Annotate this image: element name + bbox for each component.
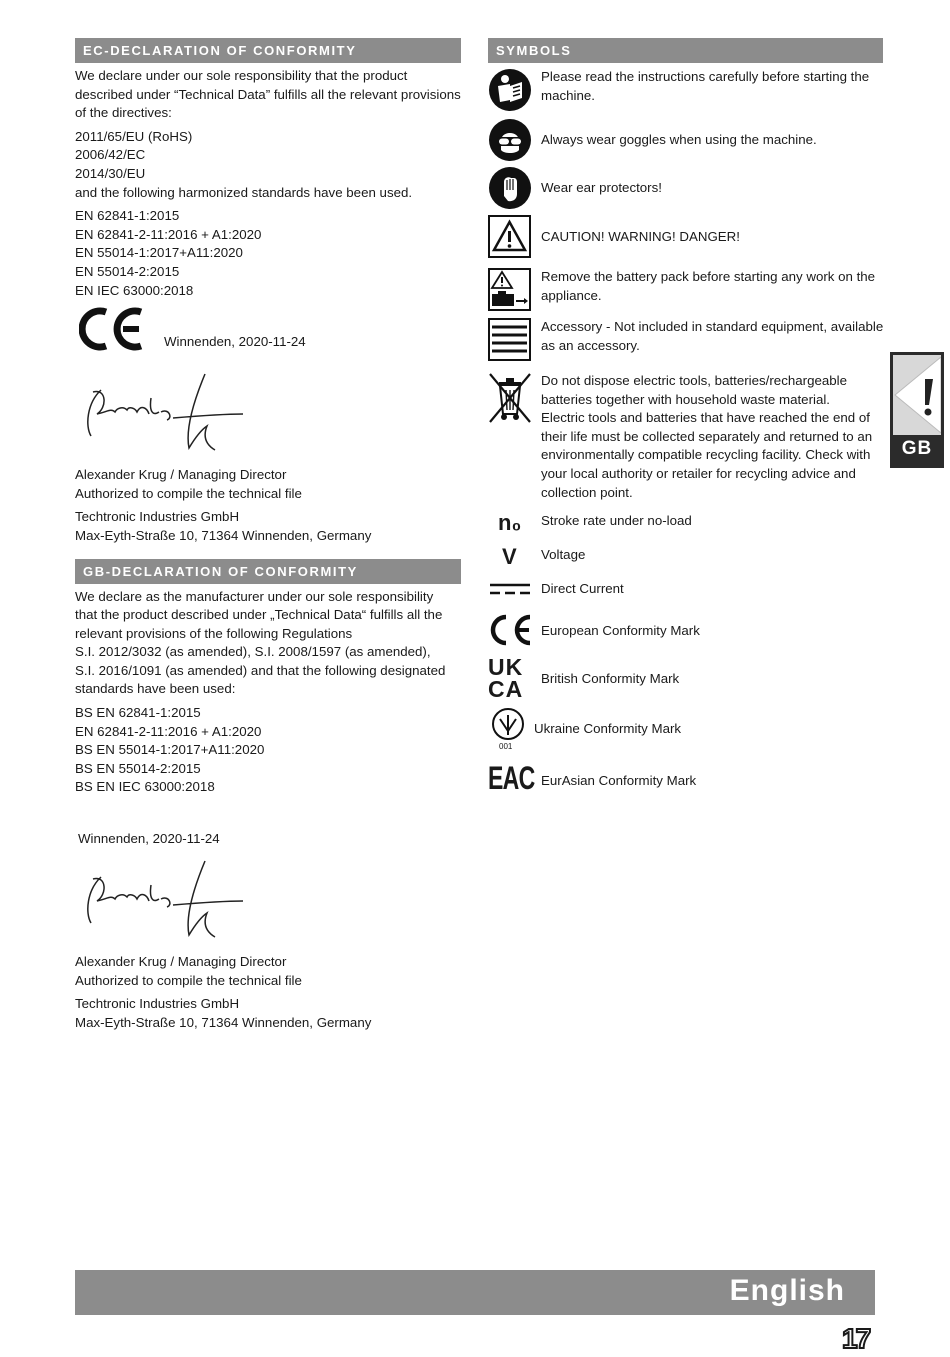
symbol-row [488,762,883,802]
page-number: 17 [842,1323,870,1354]
standard-line: BS EN IEC 63000:2018 [75,779,215,795]
symbol-row [488,372,883,512]
symbol-row [488,546,883,580]
goggles-icon [488,118,532,162]
remove-battery-icon [488,268,532,312]
symbol-description: Ukraine Conformity Mark [534,721,682,736]
directive-line: 2011/65/EU (RoHS) [75,128,193,144]
symbol-description: CAUTION! WARNING! DANGER! [541,229,740,244]
left-column [75,38,461,1037]
ec-signer [75,466,461,503]
language-code: GB [901,438,933,459]
company-line: Techtronic Industries GmbH [75,996,240,1012]
standard-line: EN 55014-2:2015 [75,263,180,279]
gb-intro-line: that the product described under „Technical Data“ fulfills all the [75,607,443,623]
ec-intro [75,67,461,123]
warning-triangle-icon [488,215,532,259]
gb-intro [75,588,461,700]
gb-place-date: Winnenden, 2020-11-24 [78,831,220,847]
symbol-description: Stroke rate under no-load [541,513,692,528]
footer-language: English [729,1274,845,1307]
gb-standards [75,704,461,797]
ce-mark-icon [79,306,145,352]
symbol-description: environmentally compatible recycling facility. Check with [541,447,871,463]
crossed-bin-icon [488,372,532,424]
ce-mark-icon [488,613,532,647]
right-column [488,38,883,802]
ec-signature [75,368,461,466]
symbol-row [488,614,883,660]
standard-line: EN 55014-1:2017+A11:2020 [75,245,243,261]
warning-exclamation-icon [893,355,941,435]
signer-line: Authorized to compile the technical file [75,485,302,501]
gb-signer [75,953,461,990]
no-load-stroke-icon: n₀ [498,510,522,535]
symbol-description: Direct Current [541,581,624,596]
ec-company [75,508,461,545]
standard-line: BS EN 55014-2:2015 [75,760,201,776]
symbol-row [488,318,883,372]
directive-line: and the following harmonized standards have been used. [75,184,413,200]
symbol-row [488,710,883,762]
ce-place-row [75,306,461,364]
standard-line: EN IEC 63000:2018 [75,282,194,298]
standard-line: BS EN 62841-1:2015 [75,705,201,721]
symbol-description: machine. [541,87,595,103]
symbol-description: your local authority or retailer for recycling advice and [541,465,856,481]
symbol-description: Accessory - Not included in standard equipment, available [541,319,884,334]
gb-intro-line: S.I. 2016/1091 (as amended) and that the following designated [75,662,446,678]
ear-protection-icon [488,166,532,210]
symbol-description: Please read the instructions carefully before starting the [541,69,870,84]
symbol-description: European Conformity Mark [541,623,700,638]
standard-line: BS EN 55014-1:2017+A11:2020 [75,742,265,758]
gb-intro-line: standards have been used: [75,681,236,697]
symbol-row [488,68,883,116]
symbol-description: British Conformity Mark [541,671,680,686]
company-line: Techtronic Industries GmbH [75,509,240,525]
gb-signature [75,855,461,953]
symbol-row [488,654,883,710]
directive-line: 2006/42/EC [75,147,146,163]
ec-directives [75,128,461,202]
symbol-description: Electric tools and batteries that have reached the end of [541,410,870,426]
gb-declaration-heading: GB-DECLARATION OF CONFORMITY [75,559,461,584]
symbol-description: Remove the battery pack before starting any work on the [541,269,876,284]
ec-intro-line: We declare under our sole responsibility that the product [75,68,408,83]
signer-line: Alexander Krug / Managing Director [75,467,287,483]
symbol-row [488,118,883,166]
symbol-row [488,214,883,266]
eac-mark-icon: EAC [488,760,535,796]
gb-company [75,995,461,1032]
symbol-description: as an accessory. [541,337,640,353]
symbol-description: their life must be collected separately and returned to an [541,428,873,444]
symbol-row [488,512,883,546]
gb-intro-line: S.I. 2012/3032 (as amended), S.I. 2008/1597 (as amended), [75,644,431,660]
ec-declaration-heading: EC-DECLARATION OF CONFORMITY [75,38,461,63]
symbols-heading: SYMBOLS [488,38,883,63]
symbol-description: Voltage [541,547,586,562]
accessory-icon [488,318,532,362]
symbol-row [488,268,883,318]
direct-current-icon [488,580,532,598]
symbol-description: Always wear goggles when using the machine. [541,132,817,147]
gb-intro-line: We declare as the manufacturer under our sole responsibility [75,588,434,604]
directive-line: 2014/30/EU [75,165,146,181]
ukca-mark-icon: UK CA [488,654,524,702]
ec-place-date: Winnenden, 2020-11-24 [164,334,306,350]
company-line: Max-Eyth-Straße 10, 71364 Winnenden, Germany [75,527,372,543]
standard-line: EN 62841-2-11:2016 + A1:2020 [75,723,262,739]
signer-line: Authorized to compile the technical file [75,972,302,988]
symbol-description: Wear ear protectors! [541,180,662,195]
standard-line: EN 62841-1:2015 [75,208,180,224]
signature-image [77,855,247,947]
symbol-description: EurAsian Conformity Mark [541,773,697,788]
symbol-description: collection point. [541,484,633,500]
ec-intro-line: of the directives: [75,105,172,121]
symbol-row [488,166,883,214]
symbol-row [488,580,883,614]
voltage-icon: V [502,544,517,569]
footer-language-bar [75,1270,875,1315]
ec-standards [75,207,461,300]
symbol-description: Do not dispose electric tools, batteries/rechargeable [541,373,847,388]
standard-line: EN 62841-2-11:2016 + A1:2020 [75,226,262,242]
signature-image [77,368,247,460]
symbol-description: appliance. [541,287,602,303]
company-line: Max-Eyth-Straße 10, 71364 Winnenden, Germany [75,1014,372,1030]
ec-intro-line: described under “Technical Data” fulfills all the relevant provisions [75,86,461,102]
gb-intro-line: relevant provisions of the following Regulations [75,625,353,641]
symbol-description: batteries together with household waste material. [541,391,830,407]
language-side-tab [890,352,944,468]
ukraine-mark-number: 001 [499,742,513,751]
signer-line: Alexander Krug / Managing Director [75,954,287,970]
read-manual-icon [488,68,532,112]
